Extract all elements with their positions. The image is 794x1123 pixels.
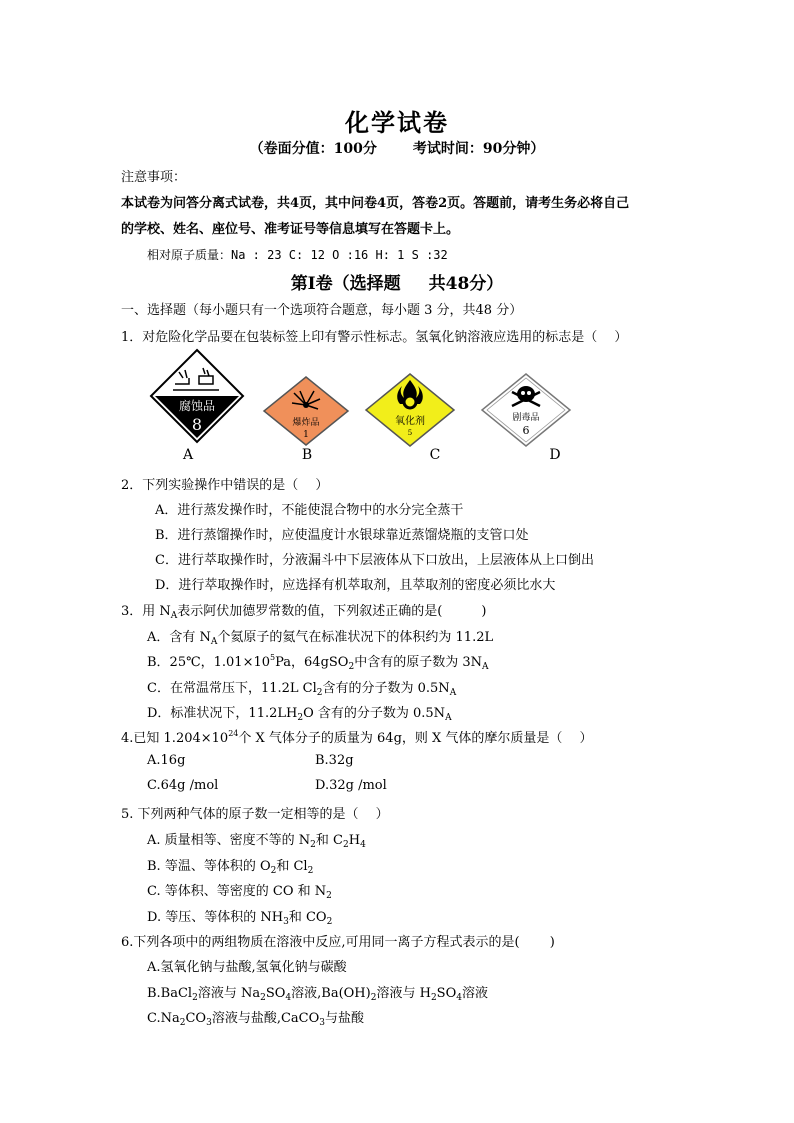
oxidizer-sign: [364, 372, 456, 448]
sign-b-number: 1: [303, 430, 309, 440]
score-info: （卷面分值：100分: [249, 141, 377, 157]
sign-c-number: 5: [407, 429, 413, 437]
question-3-option-b: B．25℃，$1.01\times 10^5Pa$，64gSO$_2$中含有的原子数为 $3N_A$: [147, 653, 489, 672]
sign-a-text: 腐蚀品: [178, 399, 216, 413]
page-title: 化学试卷: [345, 108, 449, 137]
section-title: [0, 269, 794, 294]
question-1-stem: 1．对危险化学品要在包装标签上印有警示性标志。氢氧化钠溶液应选用的标志是（ ）: [121, 330, 628, 345]
question-3-option-d: D．标准状况下，$11.2LH_2O$ 含有的分子数为 $0.5N_A$: [147, 706, 452, 723]
sign-b-text: 爆炸品: [292, 418, 320, 428]
question-5-option-c: C. 等体积、等密度的 CO 和 $N_2$: [147, 884, 332, 901]
section-instruction: 一、选择题（每小题只有一个选项符合题意，每小题 3 分，共48 分）: [121, 303, 523, 318]
question-2-option-a: A．进行蒸发操作时，不能使混合物中的水分完全蒸干: [155, 503, 464, 518]
question-6-option-b: B.BaCl$_2$溶液与 $Na_2SO_4$溶液$,Ba(OH)_2$溶液与 $H_2SO_4$溶液: [147, 986, 488, 1003]
notice-line-1: 本试卷为问答分离式试卷，共4页，其中问卷4页，答卷2页。答题前，请考生务必将自己: [121, 196, 630, 211]
question-5-stem: 5. 下列两种气体的原子数一定相等的是（ ）: [121, 807, 389, 822]
question-6-stem: 6.下列各项中的两组物质在溶液中反应,可用同一离子方程式表示的是( ): [121, 935, 555, 950]
sign-label-a: A: [182, 447, 194, 463]
question-5-option-d: D. 等压、等体积的 $NH_3$和 $CO_2$: [147, 910, 333, 927]
sign-label-c: C: [429, 447, 441, 463]
question-2-option-c: C．进行萃取操作时，分液漏斗中下层液体从下口放出，上层液体从上口倒出: [155, 553, 594, 568]
question-6-option-c: $C.Na_2CO_3$溶液与盐酸,CaCO$_3$与盐酸: [147, 1011, 365, 1028]
question-3-option-c: C．在常温常压下，11.2L $Cl_2$含有的分子数为 $0.5N_A$: [147, 681, 457, 698]
question-3-stem: 3．用 $N_A$表示阿伏加德罗常数的值，下列叙述正确的是( ): [121, 604, 487, 621]
section-title-score: 共48分）: [428, 274, 504, 294]
time-info: 考试时间：90分钟）: [412, 141, 545, 157]
question-5-option-a: A. 质量相等、密度不等的 $N_2$和 $C_2H_4$: [147, 833, 366, 850]
notice-heading: 注意事项：: [121, 170, 187, 185]
sign-c-text: 氧化剂: [395, 416, 425, 427]
explosive-sign: [262, 375, 350, 447]
question-5-option-b: B. 等温、等体积的 $O_2$和 $Cl_2$: [147, 859, 314, 876]
toxic-sign: [480, 372, 572, 448]
question-3-option-a: A．含有 $N_A$个氦原子的氦气在标准状况下的体积约为 11.2L: [147, 630, 494, 647]
question-2-option-d: D．进行萃取操作时，应选择有机萃取剂，且萃取剂的密度必须比水大: [155, 578, 556, 593]
question-4-option-a: A.16g: [147, 753, 186, 768]
question-2-option-b: B．进行蒸馏操作时，应使温度计水银球靠近蒸馏烧瓶的支管口处: [155, 528, 529, 543]
sign-label-b: B: [301, 447, 313, 463]
atomic-mass-line: 相对原子质量：Na : 23 C: 12 O :16 H: 1 S :32: [147, 248, 448, 262]
question-4-option-d: D.32g /mol: [315, 778, 387, 793]
exam-info: [0, 138, 794, 158]
notice-line-2: 的学校、姓名、座位号、准考证号等信息填写在答题卡上。: [121, 222, 460, 237]
sign-d-number: 6: [522, 424, 530, 437]
sign-a-number: 8: [191, 415, 203, 434]
question-6-option-a: A.氢氧化钠与盐酸,氢氧化钠与碳酸: [147, 960, 347, 975]
corrosive-sign: [149, 348, 245, 444]
section-title-main: 第Ⅰ卷（选择题: [290, 274, 401, 294]
question-4-option-b: B.32g: [315, 753, 354, 768]
sign-label-d: D: [549, 447, 561, 463]
question-2-stem: 2．下列实验操作中错误的是（ ）: [121, 478, 329, 493]
sign-d-text: 剧毒品: [512, 413, 540, 423]
question-4-option-c: C.64g /mol: [147, 778, 219, 793]
question-4-stem: 4.已知 $1.204\times 10^{24}$个 X 气体分子的质量为 64g，则 X 气体的摩尔质量是（ ）: [121, 729, 593, 746]
